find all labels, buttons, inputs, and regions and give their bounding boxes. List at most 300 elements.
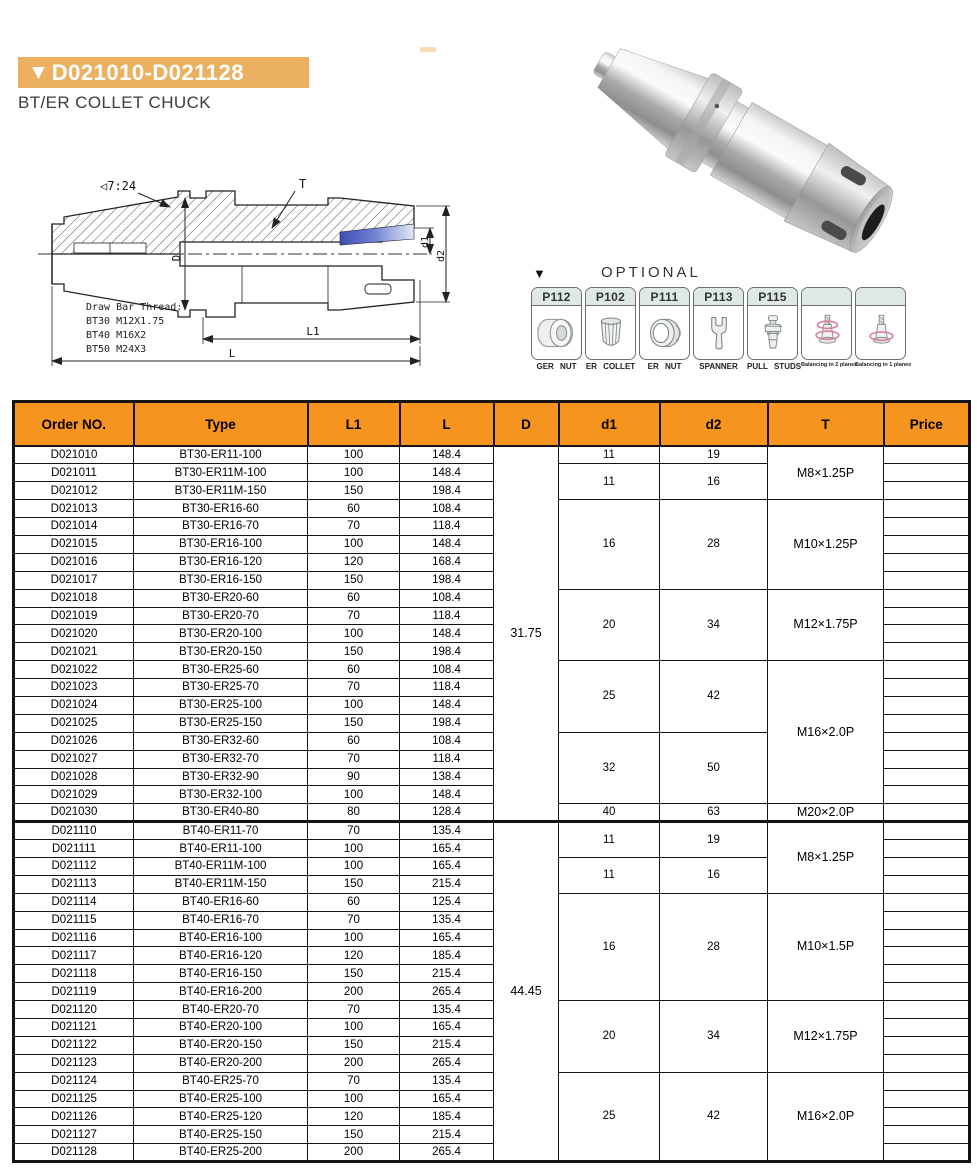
- cell-t: M16×2.0P: [768, 1072, 884, 1161]
- accessory-card-p112: [531, 287, 582, 360]
- table-row: [14, 804, 970, 822]
- cell-l: 198.4: [400, 482, 494, 500]
- table-row: [14, 893, 970, 911]
- cell-price: [884, 1001, 970, 1019]
- spec-table-body: [14, 446, 970, 1162]
- cell-l1: 60: [308, 500, 400, 518]
- accessory-code-label: P115: [748, 288, 797, 306]
- cell-l: 215.4: [400, 875, 494, 893]
- cell-price: [884, 464, 970, 482]
- cell-order-no: D021112: [14, 857, 134, 875]
- cell-l1: 60: [308, 661, 400, 679]
- cell-type: BT30-ER11-100: [134, 446, 308, 464]
- cell-price: [884, 714, 970, 732]
- cell-l: 165.4: [400, 857, 494, 875]
- cell-price: [884, 1108, 970, 1126]
- cell-t: M12×1.75P: [768, 589, 884, 661]
- cell-l: 135.4: [400, 822, 494, 840]
- cell-order-no: D021012: [14, 482, 134, 500]
- cell-type: BT40-ER16-120: [134, 947, 308, 965]
- cell-l1: 150: [308, 714, 400, 732]
- dim-label-d1: d1: [420, 235, 431, 249]
- accessory-code-label: P111: [640, 288, 689, 306]
- cell-l: 198.4: [400, 571, 494, 589]
- accessory-code-label: P113: [694, 288, 743, 306]
- cell-type: BT40-ER16-70: [134, 911, 308, 929]
- accessory-code-label: P112: [532, 288, 581, 306]
- cell-d1: 25: [559, 1072, 660, 1161]
- cell-order-no: D021019: [14, 607, 134, 625]
- cell-l1: 100: [308, 857, 400, 875]
- cell-type: BT30-ER20-150: [134, 643, 308, 661]
- cell-type: BT30-ER32-60: [134, 732, 308, 750]
- accessory-caption: ER NUT: [647, 362, 682, 371]
- cell-d1: 11: [559, 446, 660, 464]
- cell-t: M20×2.0P: [768, 804, 884, 822]
- technical-drawing: [30, 146, 480, 381]
- cell-order-no: D021015: [14, 535, 134, 553]
- cell-order-no: D021018: [14, 589, 134, 607]
- cell-type: BT40-ER20-150: [134, 1036, 308, 1054]
- cell-price: [884, 535, 970, 553]
- cell-order-no: D021119: [14, 983, 134, 1001]
- cell-price: [884, 1072, 970, 1090]
- cell-price: [884, 607, 970, 625]
- cell-l1: 70: [308, 1072, 400, 1090]
- cell-d2: 42: [660, 661, 768, 733]
- accessory-caption: Balancing in 1 planes: [855, 362, 912, 368]
- cell-price: [884, 679, 970, 697]
- spec-table: [12, 400, 971, 1163]
- cell-price: [884, 500, 970, 518]
- cell-order-no: D021116: [14, 929, 134, 947]
- cell-order-no: D021117: [14, 947, 134, 965]
- drawing-nut-slot: [365, 284, 391, 294]
- cell-type: BT40-ER25-200: [134, 1144, 308, 1162]
- optional-title: OPTIONAL: [601, 264, 701, 281]
- cell-price: [884, 750, 970, 768]
- cell-l1: 90: [308, 768, 400, 786]
- cell-price: [884, 983, 970, 1001]
- cell-price: [884, 1019, 970, 1037]
- cell-type: BT40-ER20-100: [134, 1019, 308, 1037]
- cell-l: 165.4: [400, 1090, 494, 1108]
- note-title: Draw Bar Thread:: [86, 302, 183, 313]
- cell-l1: 100: [308, 625, 400, 643]
- optional-triangle-icon: ▼: [533, 266, 546, 281]
- cell-price: [884, 893, 970, 911]
- cell-l: 168.4: [400, 553, 494, 571]
- accessory-caption: SPANNER: [699, 362, 738, 371]
- cell-type: BT40-ER25-150: [134, 1126, 308, 1144]
- cell-price: [884, 625, 970, 643]
- page-title: BT/ER COLLET CHUCK: [18, 93, 211, 112]
- cell-d1: 32: [559, 732, 660, 804]
- cell-d2: 34: [660, 1001, 768, 1073]
- ger-nut-icon: [532, 306, 581, 359]
- cell-order-no: D021124: [14, 1072, 134, 1090]
- cell-price: [884, 446, 970, 464]
- cell-l1: 100: [308, 696, 400, 714]
- cell-type: BT40-ER20-200: [134, 1054, 308, 1072]
- accessory-caption: ER COLLET: [585, 362, 636, 371]
- cell-d: 31.75: [494, 446, 559, 822]
- cell-type: BT30-ER25-150: [134, 714, 308, 732]
- cell-l1: 70: [308, 911, 400, 929]
- accessory-card-balancing-1-plane-icon: [855, 287, 906, 360]
- cell-l: 198.4: [400, 714, 494, 732]
- cell-l: 135.4: [400, 911, 494, 929]
- cell-order-no: D021127: [14, 1126, 134, 1144]
- cell-price: [884, 786, 970, 804]
- column-header-d2: d2: [660, 402, 768, 447]
- cell-order-no: D021028: [14, 768, 134, 786]
- optional-cards: [531, 287, 906, 360]
- dim-label-D: D: [170, 254, 183, 262]
- column-header-order-no: Order NO.: [14, 402, 134, 447]
- cell-t: M8×1.25P: [768, 446, 884, 500]
- spanner-icon: [694, 306, 743, 359]
- cell-l: 265.4: [400, 983, 494, 1001]
- cell-order-no: D021126: [14, 1108, 134, 1126]
- cell-d2: 63: [660, 804, 768, 822]
- column-header-price: Price: [884, 402, 970, 447]
- cell-l1: 120: [308, 553, 400, 571]
- cell-order-no: D021025: [14, 714, 134, 732]
- cell-l1: 150: [308, 482, 400, 500]
- cell-type: BT30-ER16-60: [134, 500, 308, 518]
- cell-l1: 150: [308, 965, 400, 983]
- cell-d1: 40: [559, 804, 660, 822]
- product-photo: [543, 18, 975, 270]
- cell-l: 165.4: [400, 840, 494, 858]
- table-row: [14, 1001, 970, 1019]
- cell-type: BT30-ER32-100: [134, 786, 308, 804]
- cell-order-no: D021030: [14, 804, 134, 822]
- cell-type: BT30-ER20-70: [134, 607, 308, 625]
- cell-l: 108.4: [400, 732, 494, 750]
- table-row: [14, 1072, 970, 1090]
- cell-l1: 70: [308, 822, 400, 840]
- accessory-code-label: [802, 288, 851, 306]
- optional-captions: [531, 362, 912, 371]
- accessory-code-label: [856, 288, 905, 306]
- cell-l: 148.4: [400, 535, 494, 553]
- cell-d2: 34: [660, 589, 768, 661]
- cell-l1: 100: [308, 840, 400, 858]
- cell-order-no: D021029: [14, 786, 134, 804]
- cell-type: BT30-ER16-150: [134, 571, 308, 589]
- cell-order-no: D021026: [14, 732, 134, 750]
- dim-label-T: T: [299, 177, 307, 191]
- cell-order-no: D021118: [14, 965, 134, 983]
- column-header-l: L: [400, 402, 494, 447]
- cell-l: 118.4: [400, 750, 494, 768]
- cell-d2: 19: [660, 446, 768, 464]
- cell-t: M16×2.0P: [768, 661, 884, 804]
- cell-d1: 25: [559, 661, 660, 733]
- cell-d2: 50: [660, 732, 768, 804]
- cell-type: BT30-ER40-80: [134, 804, 308, 822]
- cell-price: [884, 768, 970, 786]
- cell-type: BT40-ER25-120: [134, 1108, 308, 1126]
- cell-l1: 100: [308, 786, 400, 804]
- cell-l1: 100: [308, 1019, 400, 1037]
- cell-l: 135.4: [400, 1072, 494, 1090]
- cell-type: BT40-ER16-200: [134, 983, 308, 1001]
- cell-l1: 60: [308, 732, 400, 750]
- cell-l: 118.4: [400, 607, 494, 625]
- cell-d1: 16: [559, 893, 660, 1000]
- note-line-1: BT30 M12X1.75: [86, 316, 165, 327]
- cell-l1: 100: [308, 535, 400, 553]
- balancing-2-planes-icon: [802, 306, 851, 359]
- cell-price: [884, 1144, 970, 1162]
- cell-d2: 42: [660, 1072, 768, 1161]
- cell-d1: 11: [559, 464, 660, 500]
- cell-order-no: D021017: [14, 571, 134, 589]
- cell-l: 265.4: [400, 1144, 494, 1162]
- accessory-caption: Balancing in 2 planes: [801, 362, 858, 368]
- pull-studs-icon: [748, 306, 797, 359]
- cell-type: BT30-ER16-70: [134, 518, 308, 536]
- cell-order-no: D021111: [14, 840, 134, 858]
- range-banner: [18, 57, 309, 88]
- column-header-d: D: [494, 402, 559, 447]
- cell-price: [884, 643, 970, 661]
- banner-range-label: D021010-D021128: [51, 59, 245, 85]
- cell-type: BT30-ER20-100: [134, 625, 308, 643]
- er-collet-icon: [586, 306, 635, 359]
- print-artifact-mark: [420, 47, 436, 52]
- cell-price: [884, 1126, 970, 1144]
- cell-d1: 20: [559, 589, 660, 661]
- cell-type: BT30-ER11M-150: [134, 482, 308, 500]
- cell-l: 148.4: [400, 696, 494, 714]
- cell-l1: 150: [308, 1126, 400, 1144]
- cell-order-no: D021123: [14, 1054, 134, 1072]
- cell-l1: 70: [308, 750, 400, 768]
- dim-label-L1: L1: [306, 325, 320, 338]
- cell-l1: 120: [308, 1108, 400, 1126]
- cell-l1: 70: [308, 1001, 400, 1019]
- table-row: [14, 822, 970, 840]
- cell-l1: 60: [308, 893, 400, 911]
- cell-l1: 150: [308, 571, 400, 589]
- cell-l: 128.4: [400, 804, 494, 822]
- accessory-caption: PULL STUDS: [747, 362, 802, 371]
- note-line-2: BT40 M16X2: [86, 330, 147, 341]
- table-row: [14, 446, 970, 464]
- cell-d2: 19: [660, 822, 768, 858]
- cell-type: BT40-ER25-100: [134, 1090, 308, 1108]
- cell-order-no: D021114: [14, 893, 134, 911]
- cell-l: 215.4: [400, 965, 494, 983]
- cell-l: 108.4: [400, 661, 494, 679]
- cell-price: [884, 1090, 970, 1108]
- cell-price: [884, 857, 970, 875]
- cell-order-no: D021010: [14, 446, 134, 464]
- cell-price: [884, 965, 970, 983]
- cell-l: 198.4: [400, 643, 494, 661]
- cell-l1: 70: [308, 518, 400, 536]
- cell-type: BT30-ER25-60: [134, 661, 308, 679]
- cell-l: 148.4: [400, 786, 494, 804]
- cell-order-no: D021020: [14, 625, 134, 643]
- cell-l1: 200: [308, 1144, 400, 1162]
- cell-l1: 150: [308, 875, 400, 893]
- cell-type: BT40-ER11M-100: [134, 857, 308, 875]
- cell-l: 148.4: [400, 625, 494, 643]
- dim-label-d2: d2: [436, 249, 447, 263]
- cell-order-no: D021022: [14, 661, 134, 679]
- column-header-d1: d1: [559, 402, 660, 447]
- cell-l: 108.4: [400, 500, 494, 518]
- cell-l1: 150: [308, 1036, 400, 1054]
- cell-l1: 70: [308, 679, 400, 697]
- cell-type: BT30-ER32-90: [134, 768, 308, 786]
- note-line-3: BT50 M24X3: [86, 344, 147, 355]
- cell-order-no: D021110: [14, 822, 134, 840]
- cell-order-no: D021014: [14, 518, 134, 536]
- cell-type: BT30-ER16-120: [134, 553, 308, 571]
- balancing-1-plane-icon: [856, 306, 905, 359]
- cell-order-no: D021120: [14, 1001, 134, 1019]
- accessory-card-p115: [747, 287, 798, 360]
- taper-label: ◁7:24: [100, 179, 137, 193]
- cell-price: [884, 518, 970, 536]
- cell-price: [884, 804, 970, 822]
- column-header-l1: L1: [308, 402, 400, 447]
- cell-l1: 80: [308, 804, 400, 822]
- cell-l: 148.4: [400, 446, 494, 464]
- cell-order-no: D021125: [14, 1090, 134, 1108]
- cell-order-no: D021115: [14, 911, 134, 929]
- cell-l: 118.4: [400, 679, 494, 697]
- cell-d1: 11: [559, 857, 660, 893]
- cell-t: M12×1.75P: [768, 1001, 884, 1073]
- cell-l: 265.4: [400, 1054, 494, 1072]
- cell-type: BT30-ER11M-100: [134, 464, 308, 482]
- cell-order-no: D021013: [14, 500, 134, 518]
- column-header-t: T: [768, 402, 884, 447]
- cell-l1: 100: [308, 1090, 400, 1108]
- cell-type: BT40-ER16-100: [134, 929, 308, 947]
- accessory-caption: GER NUT: [536, 362, 577, 371]
- cell-type: BT30-ER16-100: [134, 535, 308, 553]
- banner-triangle-icon: ▼: [28, 61, 49, 84]
- cell-type: BT30-ER25-100: [134, 696, 308, 714]
- cell-l: 108.4: [400, 589, 494, 607]
- cell-price: [884, 911, 970, 929]
- cell-price: [884, 1054, 970, 1072]
- cell-price: [884, 840, 970, 858]
- cell-price: [884, 482, 970, 500]
- spec-table-head: [14, 402, 970, 447]
- table-row: [14, 500, 970, 518]
- column-header-type: Type: [134, 402, 308, 447]
- cell-d2: 16: [660, 857, 768, 893]
- cell-d2: 28: [660, 500, 768, 589]
- cell-l1: 200: [308, 983, 400, 1001]
- cell-price: [884, 589, 970, 607]
- cell-l1: 60: [308, 589, 400, 607]
- cell-price: [884, 571, 970, 589]
- cell-l: 118.4: [400, 518, 494, 536]
- cell-price: [884, 696, 970, 714]
- cell-order-no: D021024: [14, 696, 134, 714]
- cell-order-no: D021021: [14, 643, 134, 661]
- cell-l: 165.4: [400, 929, 494, 947]
- cell-order-no: D021128: [14, 1144, 134, 1162]
- cell-l1: 100: [308, 929, 400, 947]
- cell-type: BT40-ER16-60: [134, 893, 308, 911]
- cell-order-no: D021027: [14, 750, 134, 768]
- table-header-row: [14, 402, 970, 447]
- cell-order-no: D021011: [14, 464, 134, 482]
- table-row: [14, 589, 970, 607]
- table-row: [14, 661, 970, 679]
- cell-order-no: D021122: [14, 1036, 134, 1054]
- cell-price: [884, 822, 970, 840]
- accessory-card-p113: [693, 287, 744, 360]
- cell-price: [884, 875, 970, 893]
- cell-d2: 28: [660, 893, 768, 1000]
- cell-order-no: D021023: [14, 679, 134, 697]
- cell-type: BT40-ER16-150: [134, 965, 308, 983]
- cell-price: [884, 553, 970, 571]
- cell-d: 44.45: [494, 822, 559, 1162]
- cell-order-no: D021113: [14, 875, 134, 893]
- cell-l: 138.4: [400, 768, 494, 786]
- cell-order-no: D021121: [14, 1019, 134, 1037]
- cell-d2: 16: [660, 464, 768, 500]
- accessory-card-balancing-2-planes-icon: [801, 287, 852, 360]
- cell-t: M10×1.25P: [768, 500, 884, 589]
- cell-l1: 100: [308, 446, 400, 464]
- cell-price: [884, 1036, 970, 1054]
- cell-d1: 16: [559, 500, 660, 589]
- cell-t: M8×1.25P: [768, 822, 884, 894]
- cell-price: [884, 732, 970, 750]
- cell-l: 165.4: [400, 1019, 494, 1037]
- cell-l: 148.4: [400, 464, 494, 482]
- cell-l1: 150: [308, 643, 400, 661]
- dim-label-L: L: [228, 347, 236, 360]
- cell-l: 135.4: [400, 1001, 494, 1019]
- cell-type: BT30-ER25-70: [134, 679, 308, 697]
- cell-d1: 11: [559, 822, 660, 858]
- cell-t: M10×1.5P: [768, 893, 884, 1000]
- er-nut-icon: [640, 306, 689, 359]
- cell-type: BT30-ER32-70: [134, 750, 308, 768]
- cell-l1: 70: [308, 607, 400, 625]
- cell-l1: 100: [308, 464, 400, 482]
- cell-price: [884, 661, 970, 679]
- cell-price: [884, 947, 970, 965]
- cell-l: 185.4: [400, 1108, 494, 1126]
- accessory-code-label: P102: [586, 288, 635, 306]
- cell-d1: 20: [559, 1001, 660, 1073]
- cell-type: BT40-ER25-70: [134, 1072, 308, 1090]
- cell-l: 215.4: [400, 1126, 494, 1144]
- accessory-card-p111: [639, 287, 690, 360]
- cell-l: 215.4: [400, 1036, 494, 1054]
- cell-l: 185.4: [400, 947, 494, 965]
- cell-l1: 120: [308, 947, 400, 965]
- cell-type: BT40-ER11-70: [134, 822, 308, 840]
- cell-type: BT40-ER11-100: [134, 840, 308, 858]
